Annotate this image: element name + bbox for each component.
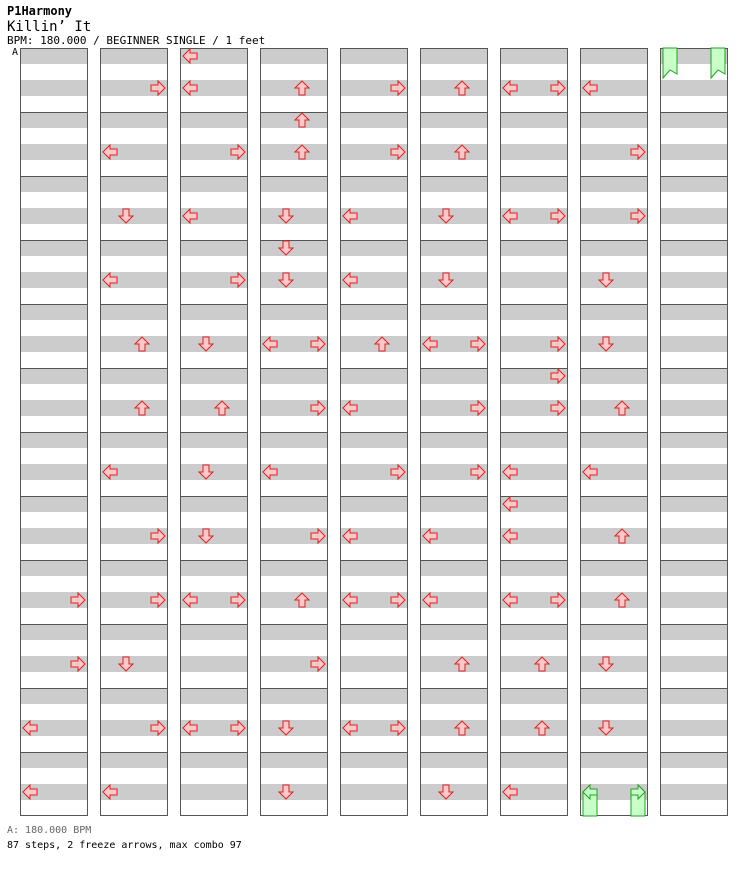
beat-band: [500, 624, 568, 640]
beat-band: [660, 208, 728, 224]
beat-band: [660, 176, 728, 192]
beat-band: [500, 720, 568, 736]
chart-column: [340, 48, 408, 816]
beat-band: [500, 240, 568, 256]
beat-band: [660, 752, 728, 768]
chart-column: [420, 48, 488, 816]
beat-band: [100, 624, 168, 640]
beat-band: [20, 240, 88, 256]
beat-band: [660, 368, 728, 384]
speed-marker: A: [12, 47, 19, 58]
beat-band: [420, 80, 488, 96]
beat-band: [580, 496, 648, 512]
beat-band: [340, 560, 408, 576]
beat-band: [660, 784, 728, 800]
beat-band: [580, 304, 648, 320]
beat-band: [500, 656, 568, 672]
beat-band: [500, 112, 568, 128]
beat-band: [260, 368, 328, 384]
beat-band: [180, 688, 248, 704]
beat-band: [180, 432, 248, 448]
beat-band: [500, 272, 568, 288]
beat-band: [20, 208, 88, 224]
beat-band: [580, 240, 648, 256]
beat-band: [260, 784, 328, 800]
beat-band: [260, 720, 328, 736]
beat-band: [660, 144, 728, 160]
chart-column: [260, 48, 328, 816]
chart-column: [20, 48, 88, 816]
beat-band: [100, 400, 168, 416]
beat-band: [180, 464, 248, 480]
beat-band: [20, 496, 88, 512]
beat-band: [20, 368, 88, 384]
beat-band: [20, 176, 88, 192]
beat-band: [660, 336, 728, 352]
beat-band: [260, 240, 328, 256]
beat-band: [260, 560, 328, 576]
beat-band: [340, 784, 408, 800]
beat-band: [180, 752, 248, 768]
beat-band: [660, 528, 728, 544]
beat-band: [20, 112, 88, 128]
beat-band: [260, 112, 328, 128]
beat-band: [180, 496, 248, 512]
beat-band: [580, 656, 648, 672]
chart-stats: 87 steps, 2 freeze arrows, max combo 97: [7, 840, 242, 851]
beat-band: [20, 688, 88, 704]
beat-band: [100, 688, 168, 704]
beat-band: [260, 176, 328, 192]
beat-band: [580, 688, 648, 704]
beat-band: [420, 208, 488, 224]
beat-band: [420, 368, 488, 384]
beat-band: [340, 336, 408, 352]
beat-band: [20, 752, 88, 768]
chart-column: [100, 48, 168, 816]
beat-band: [340, 240, 408, 256]
beat-band: [420, 144, 488, 160]
beat-band: [340, 304, 408, 320]
beat-band: [580, 752, 648, 768]
beat-band: [580, 592, 648, 608]
beat-band: [340, 496, 408, 512]
beat-band: [420, 240, 488, 256]
beat-band: [580, 560, 648, 576]
beat-band: [20, 144, 88, 160]
beat-band: [260, 592, 328, 608]
beat-band: [660, 112, 728, 128]
beat-band: [580, 624, 648, 640]
beat-band: [500, 48, 568, 64]
beat-band: [100, 496, 168, 512]
beat-band: [660, 656, 728, 672]
song-title: Killin’ It: [7, 19, 92, 35]
beat-band: [20, 432, 88, 448]
beat-band: [420, 752, 488, 768]
beat-band: [580, 432, 648, 448]
beat-band: [660, 432, 728, 448]
beat-band: [420, 432, 488, 448]
beat-band: [20, 304, 88, 320]
beat-band: [500, 176, 568, 192]
beat-band: [420, 688, 488, 704]
beat-band: [660, 464, 728, 480]
beat-band: [580, 400, 648, 416]
beat-band: [100, 304, 168, 320]
beat-band: [500, 304, 568, 320]
beat-band: [660, 560, 728, 576]
beat-band: [260, 208, 328, 224]
beat-band: [500, 752, 568, 768]
beat-band: [20, 48, 88, 64]
beat-band: [340, 176, 408, 192]
beat-band: [420, 48, 488, 64]
beat-band: [180, 304, 248, 320]
beat-band: [580, 368, 648, 384]
beat-band: [420, 304, 488, 320]
beat-band: [500, 688, 568, 704]
beat-band: [660, 272, 728, 288]
beat-band: [20, 624, 88, 640]
beat-band: [260, 80, 328, 96]
beat-band: [660, 624, 728, 640]
beat-band: [100, 432, 168, 448]
beat-band: [260, 624, 328, 640]
beat-band: [580, 720, 648, 736]
beat-band: [420, 560, 488, 576]
beat-band: [180, 112, 248, 128]
beat-band: [660, 80, 728, 96]
beat-band: [340, 48, 408, 64]
beat-band: [420, 176, 488, 192]
beat-band: [660, 720, 728, 736]
beat-band: [500, 432, 568, 448]
beat-band: [180, 176, 248, 192]
beat-band: [260, 432, 328, 448]
beat-band: [180, 400, 248, 416]
beat-band: [20, 560, 88, 576]
beat-band: [340, 688, 408, 704]
beat-band: [20, 400, 88, 416]
beat-band: [100, 752, 168, 768]
beat-band: [500, 560, 568, 576]
speed-legend: A: 180.000 BPM: [7, 825, 92, 836]
beat-band: [420, 784, 488, 800]
beat-band: [20, 272, 88, 288]
beat-band: [660, 496, 728, 512]
beat-band: [100, 240, 168, 256]
beat-band: [260, 144, 328, 160]
beat-band: [420, 624, 488, 640]
chart-column: [660, 48, 728, 816]
beat-band: [180, 240, 248, 256]
beat-band: [100, 48, 168, 64]
beat-band: [580, 112, 648, 128]
beat-band: [20, 80, 88, 96]
beat-band: [580, 528, 648, 544]
beat-band: [260, 752, 328, 768]
beat-band: [180, 656, 248, 672]
beat-band: [260, 272, 328, 288]
beat-band: [100, 208, 168, 224]
beat-band: [420, 272, 488, 288]
beat-band: [340, 624, 408, 640]
beat-band: [660, 240, 728, 256]
beat-band: [420, 496, 488, 512]
beat-band: [580, 272, 648, 288]
beat-band: [100, 112, 168, 128]
chart-info: BPM: 180.000 / BEGINNER SINGLE / 1 feet: [7, 34, 266, 47]
beat-band: [420, 720, 488, 736]
beat-band: [660, 688, 728, 704]
beat-band: [180, 560, 248, 576]
beat-band: [340, 368, 408, 384]
beat-band: [260, 688, 328, 704]
beat-band: [100, 176, 168, 192]
beat-band: [340, 656, 408, 672]
beat-band: [100, 368, 168, 384]
beat-band: [20, 528, 88, 544]
beat-band: [580, 336, 648, 352]
beat-band: [100, 560, 168, 576]
beat-band: [180, 528, 248, 544]
beat-band: [420, 112, 488, 128]
chart-column: [500, 48, 568, 816]
beat-band: [500, 144, 568, 160]
beat-band: [340, 752, 408, 768]
beat-band: [180, 624, 248, 640]
beat-band: [260, 304, 328, 320]
beat-band: [420, 656, 488, 672]
artist-name: P1Harmony: [7, 4, 73, 18]
beat-band: [340, 112, 408, 128]
chart-column: [580, 48, 648, 816]
beat-band: [660, 592, 728, 608]
beat-band: [340, 432, 408, 448]
beat-band: [660, 400, 728, 416]
beat-band: [20, 464, 88, 480]
beat-band: [180, 336, 248, 352]
beat-band: [100, 336, 168, 352]
beat-band: [260, 48, 328, 64]
chart-column: [180, 48, 248, 816]
beat-band: [580, 176, 648, 192]
beat-band: [20, 336, 88, 352]
beat-band: [100, 656, 168, 672]
beat-band: [180, 784, 248, 800]
beat-band: [660, 304, 728, 320]
beat-band: [580, 48, 648, 64]
beat-band: [260, 496, 328, 512]
beat-band: [180, 368, 248, 384]
